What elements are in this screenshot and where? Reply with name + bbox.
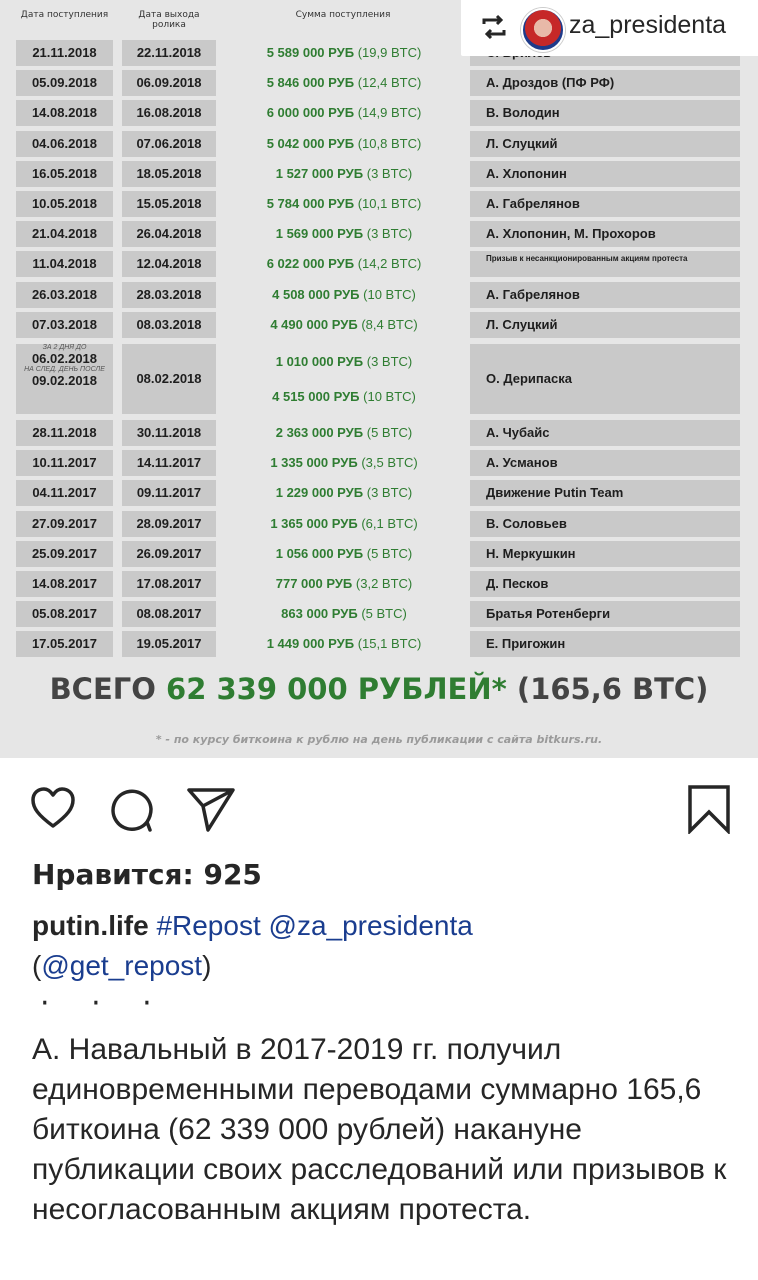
amount-btc: (5 BTC) — [366, 545, 413, 561]
amount-cell — [226, 282, 462, 308]
amount-btc: (12,4 BTC) — [357, 75, 422, 91]
amount-rub: 1 449 000 РУБ — [266, 636, 355, 652]
amount-rub: 777 000 РУБ — [275, 576, 353, 591]
received-date: 14.08.2017 — [16, 571, 113, 597]
repost-badge[interactable] — [461, 0, 758, 56]
amount-rub: 5 784 000 РУБ — [266, 196, 355, 211]
total-label: ВСЕГО — [49, 672, 156, 706]
footnote: * - по курсу биткоина к рублю на день публикации с сайта bitkurs.ru. — [155, 733, 603, 746]
recipient-name: В. Соловьев — [470, 511, 740, 537]
amount-rub: 1 365 000 РУБ — [270, 515, 358, 531]
repost-username[interactable]: za_presidenta — [569, 11, 727, 39]
received-date: 04.06.2018 — [16, 131, 113, 157]
amount-cell — [226, 312, 462, 338]
amount-btc: (10,1 BTC) — [357, 196, 422, 211]
recipient-name: Д. Песков — [470, 571, 740, 597]
received-date: 10.11.2017 — [16, 450, 113, 476]
video-date: 15.05.2018 — [122, 191, 216, 217]
total-btc: (165,6 BTC) — [516, 672, 709, 706]
amount-btc: (3,2 BTC) — [355, 576, 413, 591]
amount-rub: 4 508 000 РУБ — [272, 286, 360, 302]
amount-cell — [226, 40, 462, 66]
amount-btc: (3,5 BTC) — [361, 455, 418, 471]
received-date: 21.11.2018 — [16, 40, 113, 66]
received-date: 05.09.2018 — [16, 70, 113, 96]
amount-cell — [226, 631, 462, 657]
amount-cell — [226, 344, 462, 414]
amount-rub: 5 846 000 РУБ — [266, 75, 355, 91]
header-amount: Сумма поступления — [295, 10, 391, 20]
caption-username[interactable]: putin.life — [32, 910, 149, 941]
amount-cell — [226, 251, 462, 277]
recipient-name: О. Дерипаска — [470, 344, 740, 414]
recipient-name: Призыв к несанкционированным акциям протеста — [470, 251, 740, 277]
amount-rub: 6 000 000 РУБ — [266, 105, 355, 121]
amount-btc: (10 BTC) — [363, 389, 416, 404]
mention-link-2[interactable]: @get_repost — [41, 950, 203, 981]
received-date: 11.04.2018 — [16, 251, 113, 277]
video-date: 08.02.2018 — [122, 344, 216, 414]
amount-btc: (6,1 BTC) — [361, 515, 418, 531]
amount-btc: (10,8 BTC) — [357, 135, 422, 151]
amount-cell — [226, 601, 462, 627]
amount-rub: 6 022 000 РУБ — [266, 256, 355, 272]
caption-text: А. Навальный в 2017-2019 гг. получил единовременными переводами суммарно 165,6 биткоина (62 339 000 рублей) накануне публикации своих расследований или призывов к несогласованным акциям протеста. — [32, 1033, 727, 1226]
video-date: 17.08.2017 — [122, 571, 216, 597]
amount-rub: 1 335 000 РУБ — [270, 455, 358, 471]
video-date: 22.11.2018 — [122, 40, 216, 66]
amount-btc: (3 BTC) — [366, 485, 413, 501]
amount-cell — [226, 511, 462, 537]
recipient-name: А. Хлопонин, М. Прохоров — [470, 221, 740, 247]
amount-cell — [226, 571, 462, 597]
recipient-name: А. Усманов — [470, 450, 740, 476]
recipient-name: А. Габрелянов — [470, 282, 740, 308]
amount-rub: 1 056 000 РУБ — [275, 545, 364, 561]
received-date: 28.11.2018 — [16, 420, 113, 446]
amount-rub: 4 515 000 РУБ — [272, 389, 360, 404]
amount-rub: 1 569 000 РУБ — [275, 226, 364, 242]
received-date: 25.09.2017 — [16, 541, 113, 567]
video-date: 26.09.2017 — [122, 541, 216, 567]
amount-cell — [226, 131, 462, 157]
recipient-name: Братья Ротенберги — [470, 601, 740, 627]
amount-cell — [226, 480, 462, 506]
amount-cell — [226, 541, 462, 567]
paren-open: ( — [32, 950, 42, 981]
recipient-name: А. Хлопонин — [470, 161, 740, 187]
received-date: 27.09.2017 — [16, 511, 113, 537]
video-date: 19.05.2017 — [122, 631, 216, 657]
amount-cell — [226, 221, 462, 247]
amount-btc: (14,9 BTC) — [357, 105, 422, 121]
amount-rub: 2 363 000 РУБ — [275, 425, 364, 440]
received-date: 16.05.2018 — [16, 161, 113, 187]
video-date: 12.04.2018 — [122, 251, 216, 277]
received-date: 26.03.2018 — [16, 282, 113, 308]
video-date: 16.08.2018 — [122, 100, 216, 126]
avatar[interactable] — [521, 8, 565, 52]
video-date: 18.05.2018 — [122, 161, 216, 187]
received-date: 14.08.2018 — [16, 100, 113, 126]
video-date: 07.06.2018 — [122, 131, 216, 157]
received-date: 04.11.2017 — [16, 480, 113, 506]
recipient-name: В. Володин — [470, 100, 740, 126]
amount-btc: (5 BTC) — [366, 425, 413, 440]
recipient-name: А. Габрелянов — [470, 191, 740, 217]
recipient-name: А. Чубайс — [470, 420, 740, 446]
recipient-name: Н. Меркушкин — [470, 541, 740, 567]
received-date: 21.04.2018 — [16, 221, 113, 247]
amount-rub: 1 010 000 РУБ — [275, 354, 364, 369]
amount-cell — [226, 100, 462, 126]
received-date-2: 09.02.2018 — [31, 373, 98, 388]
received-date: 17.05.2017 — [16, 631, 113, 657]
repost-icon — [479, 12, 509, 42]
amount-btc: (3 BTC) — [366, 354, 413, 369]
amount-cell — [226, 420, 462, 446]
amount-btc: (8,4 BTC) — [361, 316, 418, 332]
received-date — [16, 344, 113, 414]
video-date: 26.04.2018 — [122, 221, 216, 247]
received-date-1: 06.02.2018 — [31, 351, 98, 366]
amount-btc: (5 BTC) — [361, 606, 407, 622]
total-line — [0, 672, 758, 706]
amount-rub: 5 589 000 РУБ — [266, 45, 355, 60]
video-date: 28.09.2017 — [122, 511, 216, 537]
amount-rub: 1 527 000 РУБ — [275, 165, 364, 181]
amount-cell — [226, 191, 462, 217]
recipient-name: Л. Слуцкий — [470, 131, 740, 157]
share-icon[interactable] — [186, 784, 236, 834]
likes-count[interactable]: Нравится: 925 — [32, 858, 262, 891]
amount-btc: (10 BTC) — [363, 286, 416, 302]
received-date: 07.03.2018 — [16, 312, 113, 338]
amount-cell — [226, 450, 462, 476]
video-date: 09.11.2017 — [122, 480, 216, 506]
more-dots[interactable]: · · · — [40, 986, 168, 1021]
recipient-name: Л. Слуцкий — [470, 312, 740, 338]
video-date: 30.11.2018 — [122, 420, 216, 446]
received-date: 10.05.2018 — [16, 191, 113, 217]
video-date: 14.11.2017 — [122, 450, 216, 476]
mention-link[interactable]: @za_presidenta — [268, 910, 473, 941]
amount-btc: (3 BTC) — [366, 165, 413, 181]
amount-rub: 863 000 РУБ — [281, 606, 358, 622]
recipient-name: Е. Пригожин — [470, 631, 740, 657]
heart-icon[interactable] — [28, 784, 78, 834]
amount-rub: 1 229 000 РУБ — [275, 485, 364, 501]
bookmark-icon[interactable] — [684, 784, 734, 834]
video-date: 08.03.2018 — [122, 312, 216, 338]
recipient-name: А. Дроздов (ПФ РФ) — [470, 70, 740, 96]
header-received-date: Дата поступления — [20, 10, 109, 20]
total-amount: 62 339 000 РУБЛЕЙ* — [166, 672, 507, 706]
paren-close: ) — [202, 950, 212, 981]
amount-rub: 5 042 000 РУБ — [266, 135, 355, 151]
received-date: 05.08.2017 — [16, 601, 113, 627]
action-bar — [0, 758, 758, 846]
amount-btc: (19,9 BTC) — [357, 45, 422, 60]
amount-btc: (3 BTC) — [366, 226, 413, 242]
amount-cell — [226, 161, 462, 187]
hashtag-link[interactable]: #Repost — [156, 910, 261, 941]
date-note: ЗА 2 ДНЯ ДО — [42, 344, 87, 351]
date-note: НА СЛЕД. ДЕНЬ ПОСЛЕ — [24, 366, 105, 373]
video-date: 28.03.2018 — [122, 282, 216, 308]
amount-rub: 4 490 000 РУБ — [270, 316, 358, 332]
recipient-name: Движение Putin Team — [470, 480, 740, 506]
caption-header — [32, 906, 732, 986]
video-date: 06.09.2018 — [122, 70, 216, 96]
comment-icon[interactable] — [106, 784, 156, 834]
amount-cell — [226, 70, 462, 96]
header-video-date: Дата выхода ролика — [138, 10, 200, 30]
video-date: 08.08.2017 — [122, 601, 216, 627]
amount-btc: (14,2 BTC) — [357, 256, 422, 272]
amount-btc: (15,1 BTC) — [357, 636, 422, 652]
